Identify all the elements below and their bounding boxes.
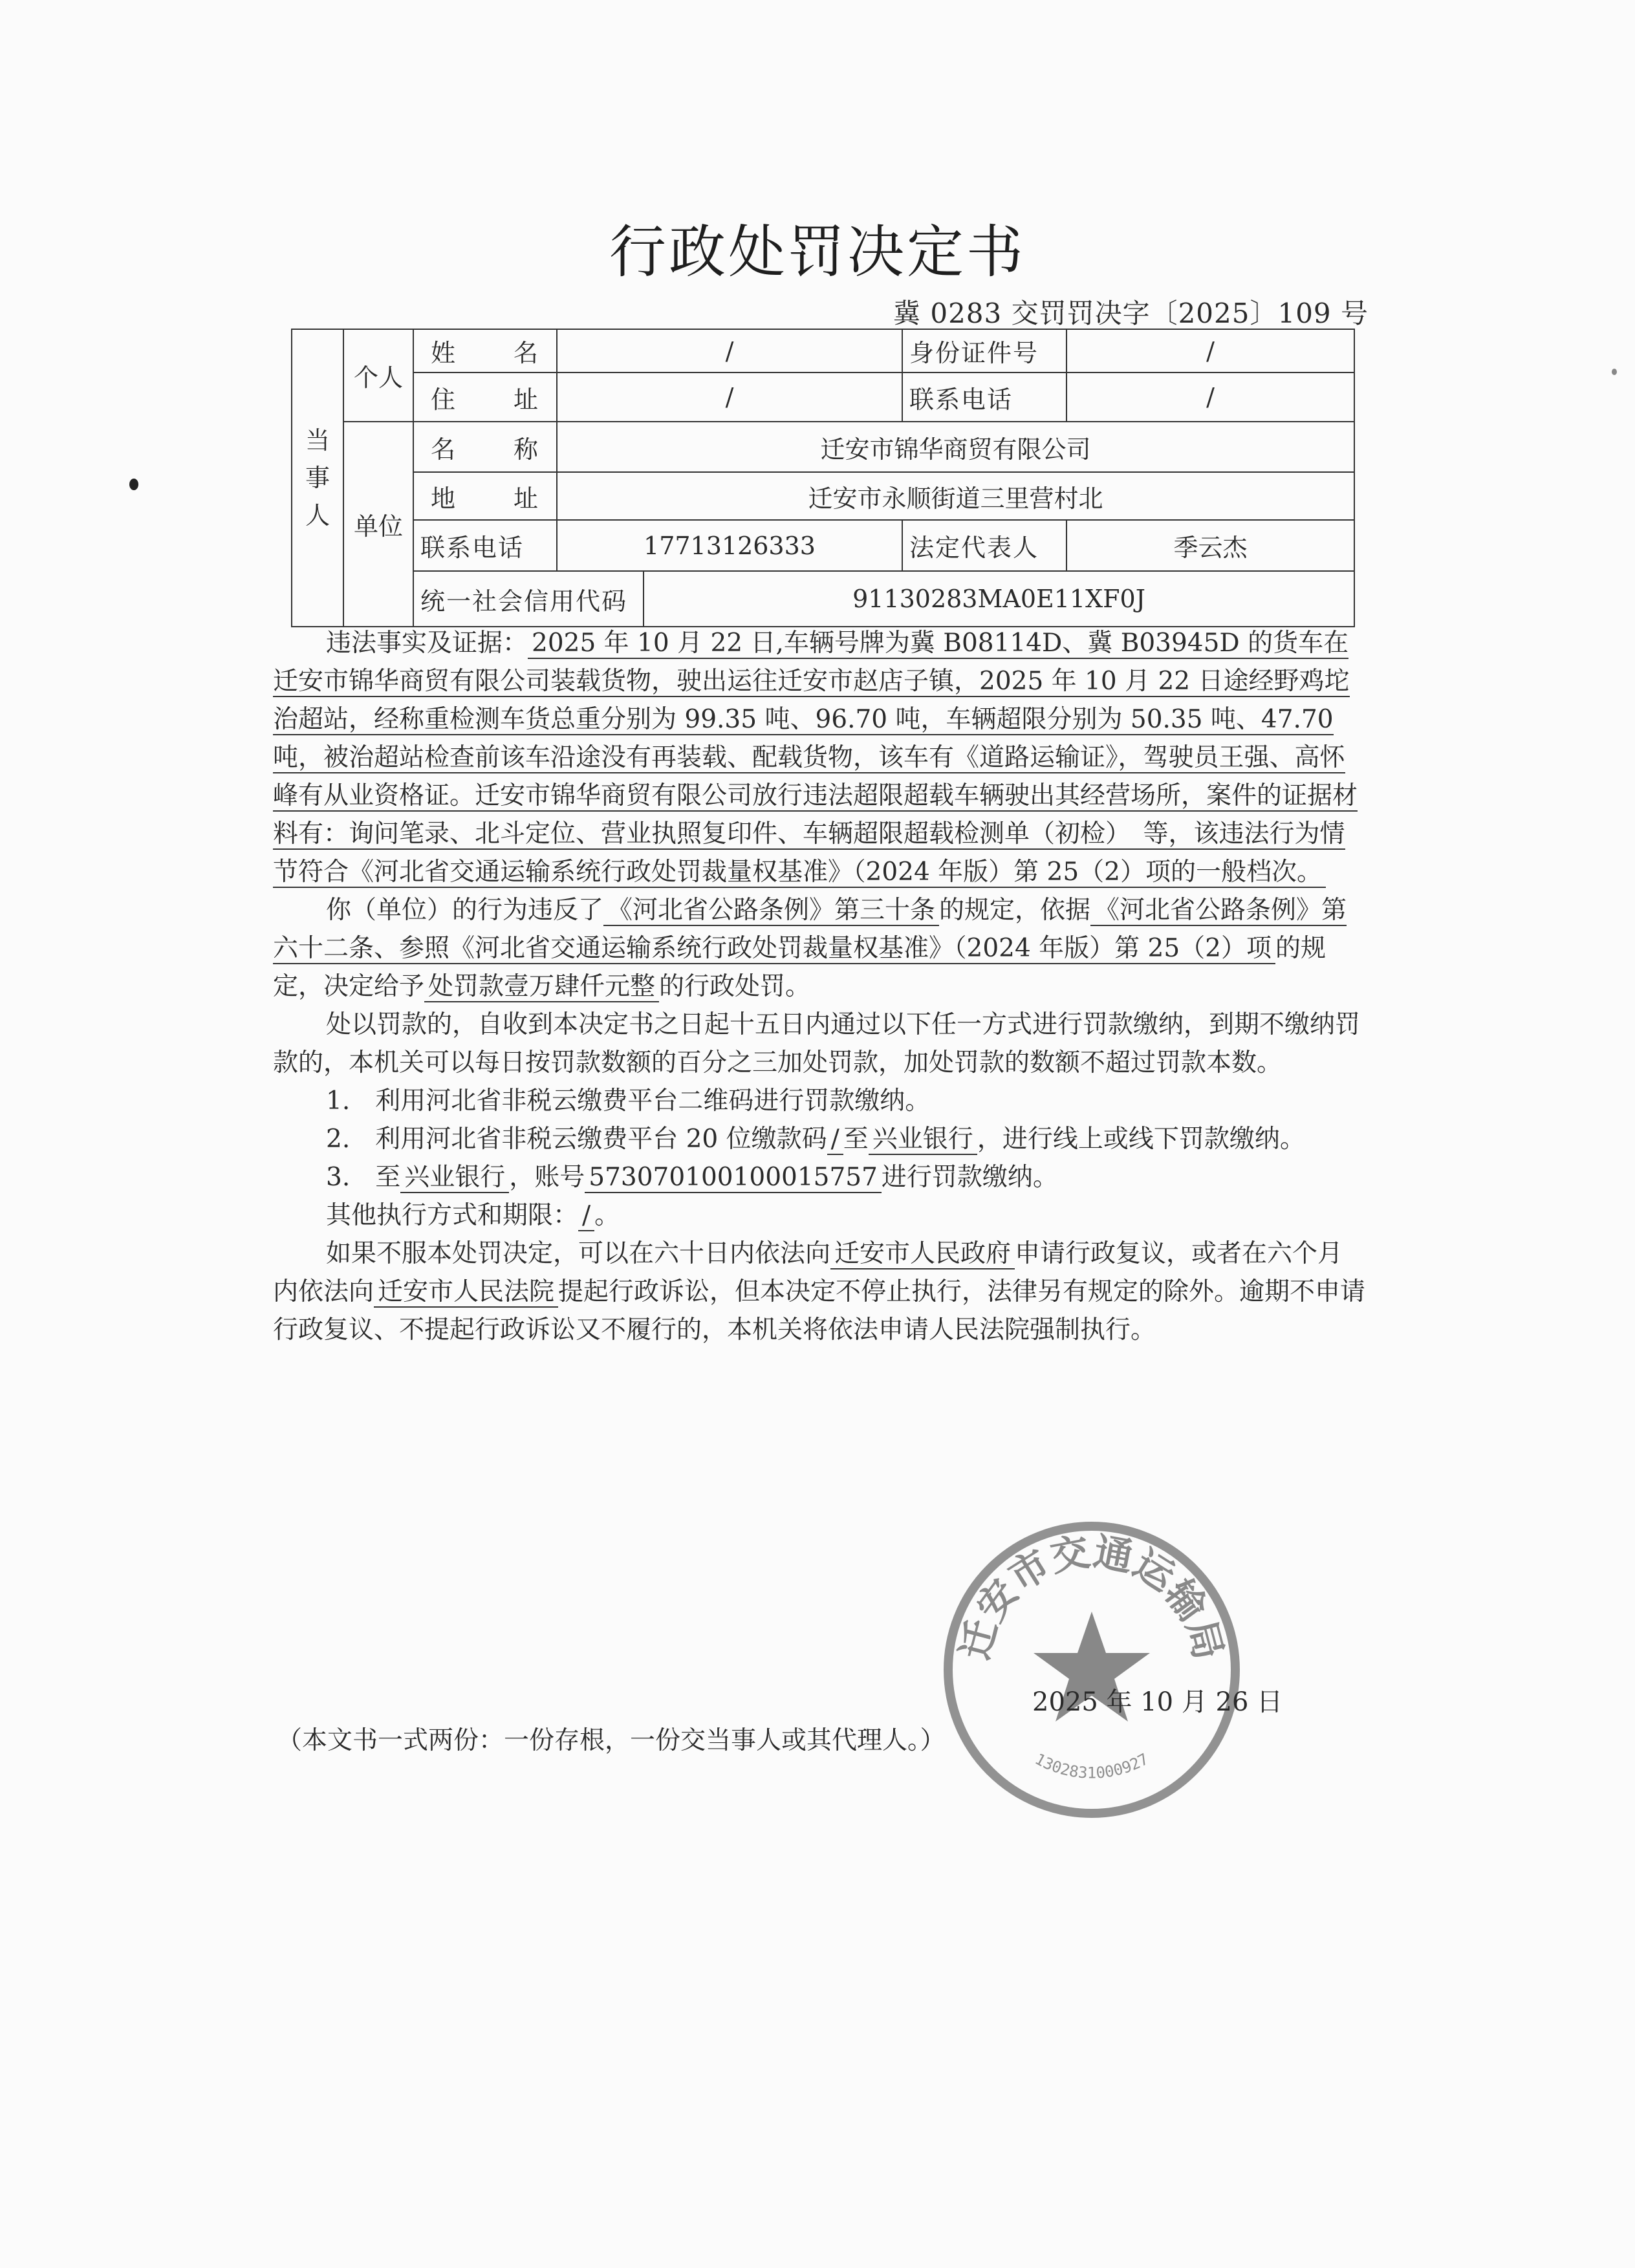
seal-text: 迁安市交通运输局 [952,1529,1231,1665]
appeal-text-1: 如果不服本处罚决定，可以在六十日内依法向 [326,1239,831,1268]
payment-account: 573070100100015757 [585,1163,882,1193]
appeal-text-2: 申请行政复议，或者在六个月内依法向 [273,1239,1343,1306]
individual-address-label: 住 址 [413,373,557,422]
payment-item-2 [273,1120,1366,1158]
payment-item-2-mid: 至 [843,1125,869,1154]
decision-text-2: 的规定，依据 [939,896,1091,925]
individual-label: 个人 [343,329,413,422]
unit-phone-value: 17713126333 [557,520,902,571]
scan-speck [1612,369,1617,375]
unit-credit-code-label: 统一社会信用代码 [413,571,644,627]
unit-credit-code-value: 91130283MA0E11XF0J [644,571,1354,627]
seal-code: 1302831000927 [1032,1749,1152,1782]
facts-text: 2025 年 10 月 22 日,车辆号牌为冀 B08114D、冀 B03945D 的货车在迁安市锦华商贸有限公司装载货物，驶出运往迁安市赵店子镇，2025 年 10 月 22 日途经野鸡坨治超站，经称重检测车货总重分别为 99.35 吨、96.70 吨，车辆超限分别为 50.35 吨、47.70 吨，被治超站检查前该车沿途没有再装载、配载货物，该车有《道路运输证》，驾驶员王强、高怀峰有从业资格证。迁安市锦华商贸有限公司放行违法超限超载车辆驶出其经营场所，案件的证据材料有：询问笔录、北斗定位、营业执照复印件、车辆超限超载检测单（初检） 等，该违法行为情节符合《河北省交通运输系统行政处罚裁量权基准》（2024 年版）第 25（2）项的一般档次。 [273,629,1358,887]
individual-phone-label: 联系电话 [902,373,1067,422]
payment-intro: 处以罚款的，自收到本决定书之日起十五日内通过以下任一方式进行罚款缴纳，到期不缴纳罚款的，本机关可以每日按罚款数额的百分之三加处罚款，加处罚款的数额不超过罚款本数。 [273,1010,1361,1077]
individual-phone-value: / [1067,373,1354,422]
party-label: 当事人 [292,329,343,627]
document-footnote: （本文书一式两份：一份存根，一份交当事人或其代理人。） [277,1726,946,1755]
payment-item-2-suffix: ，进行线上或线下罚款缴纳。 [977,1125,1305,1154]
payment-item-3-suffix: 进行罚款缴纳。 [881,1163,1058,1192]
individual-id-value: / [1067,329,1354,373]
official-seal [937,1515,1247,1825]
other-method-suffix: 。 [594,1201,620,1230]
facts-paragraph [273,624,1366,891]
decision-text-4: 的行政处罚。 [659,972,811,1001]
decision-text-3: 的规定，决定给予 [273,934,1326,1001]
payment-item-2-prefix: 2. 利用河北省非税云缴费平台 20 位缴款码 [326,1125,827,1154]
payment-item-3-mid: ，账号 [509,1163,585,1192]
appeal-court: 迁安市人民法院 [374,1277,558,1308]
individual-name-label: 姓 名 [413,329,557,373]
document-body [273,624,1366,1349]
document-number: 冀 0283 交罚罚决字〔2025〕109 号 [893,297,1369,329]
payment-bank-3: 兴业银行 [400,1163,509,1193]
unit-address-label: 地 址 [413,472,557,520]
signature-date: 2025 年 10 月 26 日 [1032,1687,1283,1717]
violated-provision: 《河北省公路条例》第三十条 [603,896,939,926]
unit-address-value: 迁安市永顺街道三里营村北 [557,472,1354,520]
unit-legal-rep-value: 季云杰 [1067,520,1354,571]
individual-id-label: 身份证件号 [902,329,1067,373]
penalty-amount: 处罚款壹万肆仟元整 [424,972,659,1002]
legal-basis: 《河北省公路条例》第六十二条、参照《河北省交通运输系统行政处罚裁量权基准》（2024 年版）第 25（2）项 [273,896,1347,963]
decision-text-1: 你（单位）的行为违反了 [326,896,604,925]
other-method [273,1196,1366,1235]
payment-item-3 [273,1158,1366,1196]
unit-phone-label: 联系电话 [413,520,557,571]
appeal-text-3: 提起行政诉讼，但本决定不停止执行，法律另有规定的除外。逾期不申请行政复议、不提起行政诉讼又不履行的，本机关将依法申请人民法院强制执行。 [273,1277,1366,1345]
payment-code: / [827,1125,843,1155]
unit-legal-rep-label: 法定代表人 [902,520,1067,571]
individual-address-value: / [557,373,902,422]
individual-name-value: / [557,329,902,373]
other-method-label: 其他执行方式和期限： [326,1201,579,1230]
facts-label: 违法事实及证据： [326,629,528,658]
appeal-government: 迁安市人民政府 [830,1239,1015,1269]
unit-name-label: 名 称 [413,422,557,472]
document-title: 行政处罚决定书 [609,219,1026,285]
unit-name-value: 迁安市锦华商贸有限公司 [557,422,1354,472]
other-method-value: / [578,1201,594,1231]
decision-paragraph [273,891,1366,1006]
payment-item-3-prefix: 3. 至 [326,1163,401,1192]
appeal-paragraph [273,1235,1366,1349]
scan-speck [129,479,138,490]
payment-bank-2: 兴业银行 [869,1125,977,1155]
payment-item-1: 1. 利用河北省非税云缴费平台二维码进行罚款缴纳。 [326,1086,931,1116]
unit-label: 单位 [343,422,413,627]
party-table [291,329,1355,627]
